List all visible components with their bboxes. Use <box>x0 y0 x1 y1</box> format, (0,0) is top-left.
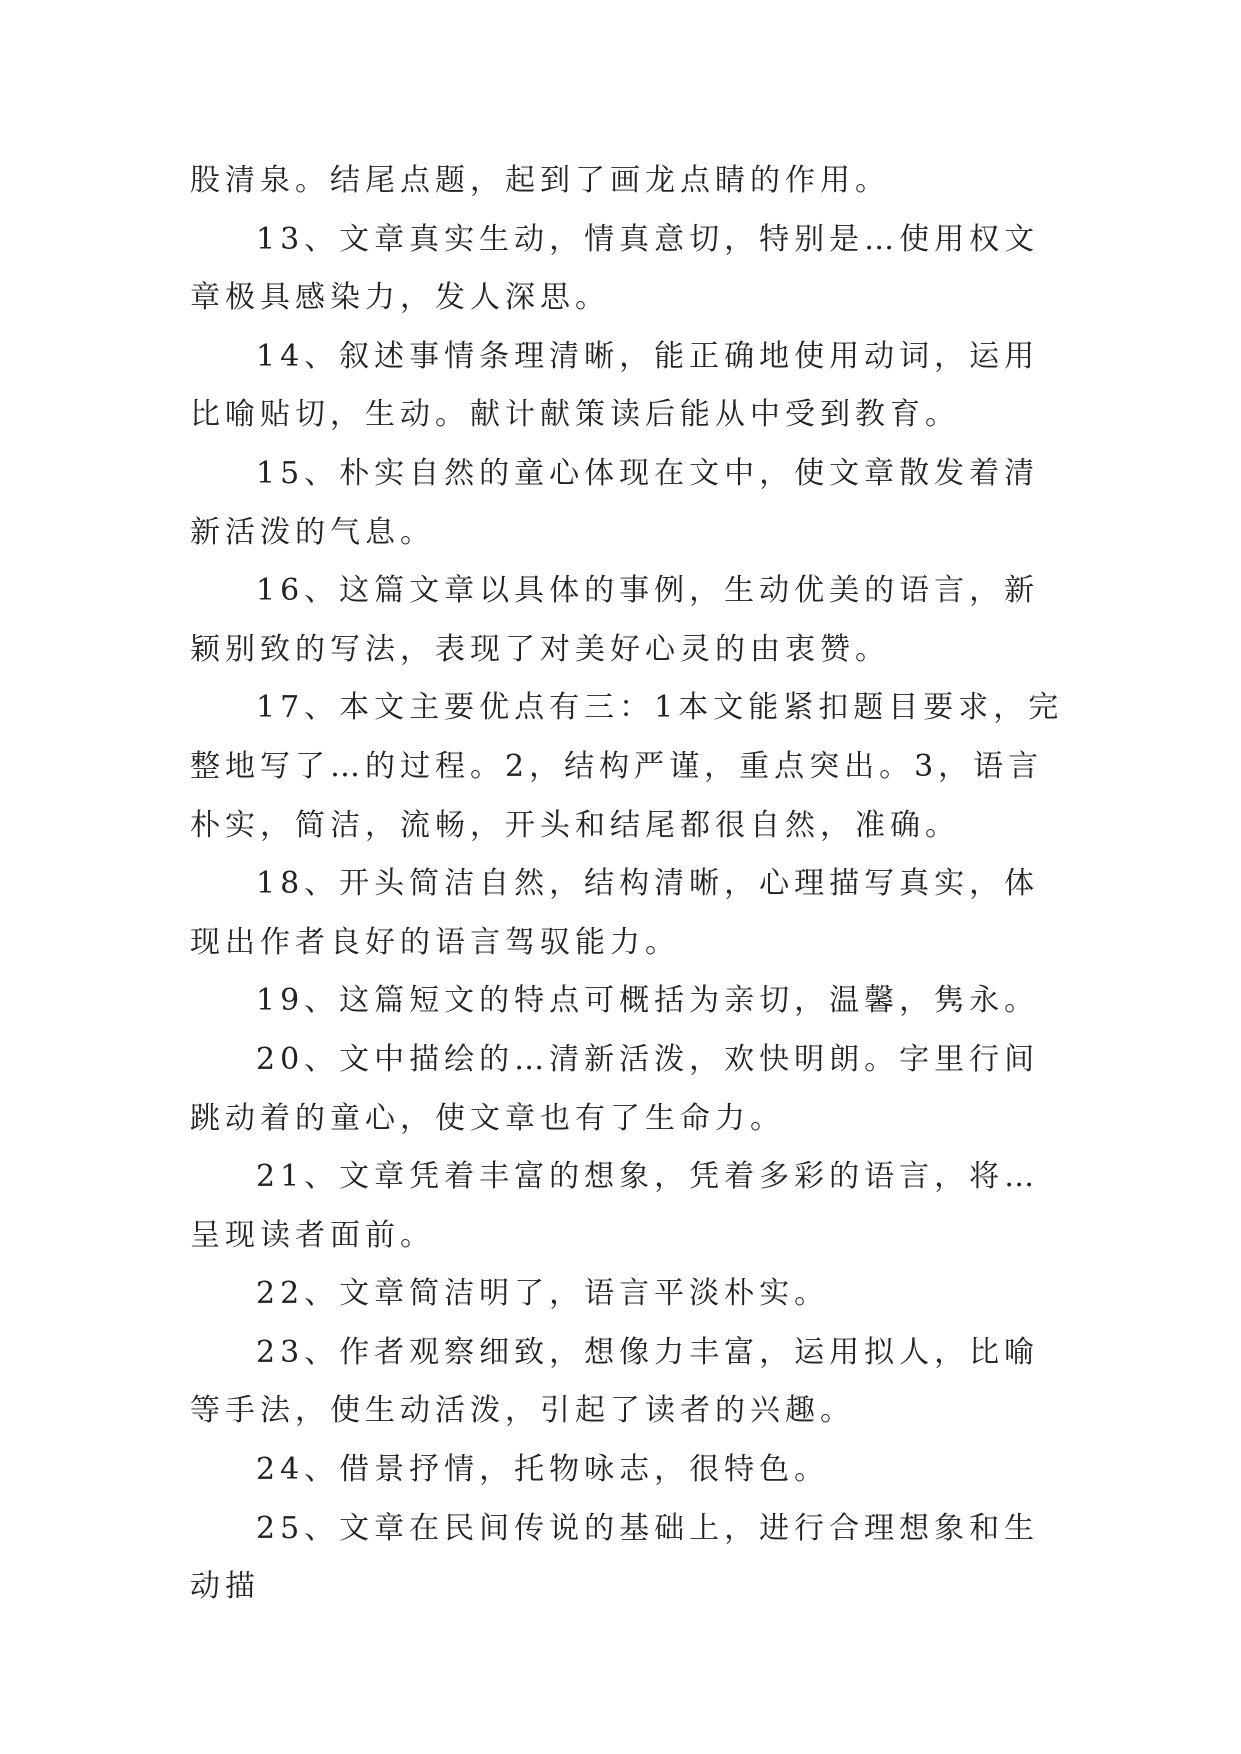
document-body <box>190 152 1070 1617</box>
paragraph-continuation: 股清泉。结尾点题，起到了画龙点睛的作用。 <box>190 163 890 198</box>
paragraph-24: 24、借景抒情，托物咏志，很特色。 <box>256 1452 830 1488</box>
paragraph-18: 18、开头简洁自然，结构清晰，心理描写真实，体现出作者良好的语言驾驭能力。 <box>190 866 1040 960</box>
paragraph-13: 13、文章真实生动，情真意切，特别是…使用权文章极具感染力，发人深思。 <box>190 221 1040 316</box>
paragraph-21: 21、文章凭着丰富的想象，凭着多彩的语言，将…呈现读者面前。 <box>190 1159 1040 1253</box>
paragraph-22: 22、文章简洁明了，语言平淡朴实。 <box>256 1276 830 1312</box>
paragraph-15: 15、朴实自然的童心体现在文中，使文章散发着清新活泼的气息。 <box>190 455 1040 550</box>
paragraph-16: 16、这篇文章以具体的事例，生动优美的语言，新颖别致的写法，表现了对美好心灵的由衷赞。 <box>190 573 1040 667</box>
paragraph-25: 25、文章在民间传说的基础上，进行合理想象和生动描 <box>190 1510 1040 1605</box>
paragraph-23: 23、作者观察细致，想像力丰富，运用拟人，比喻等手法，使生动活泼，引起了读者的兴趣。 <box>190 1334 1040 1429</box>
paragraph-20: 20、文中描绘的…清新活泼，欢快明朗。字里行间跳动着的童心，使文章也有了生命力。 <box>190 1041 1040 1136</box>
paragraph-14: 14、叙述事情条理清晰，能正确地使用动词，运用比喻贴切，生动。献计献策读后能从中受到教育。 <box>190 338 1040 433</box>
paragraph-17: 17、本文主要优点有三：1本文能紧扣题目要求，完整地写了…的过程。2，结构严谨，重点突出。3，语言朴实，简洁，流畅，开头和结尾都很自然，准确。 <box>190 690 1064 843</box>
paragraph-19: 19、这篇短文的特点可概括为亲切，温馨，隽永。 <box>256 983 1040 1019</box>
